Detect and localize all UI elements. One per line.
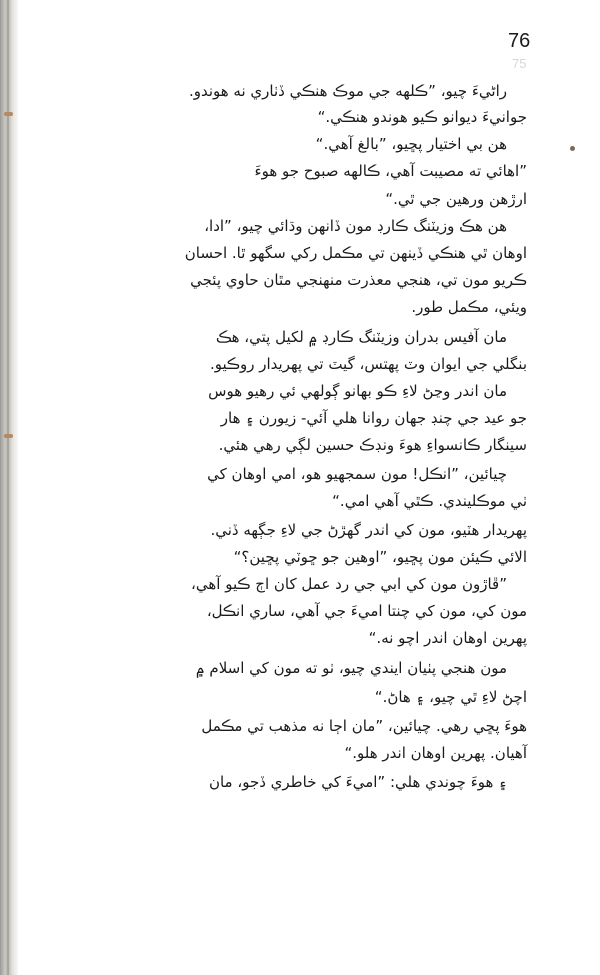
text-line: آهيان. پهرين اوهان اندر هلو.“ (344, 744, 527, 762)
book-spine-shadow (0, 0, 18, 975)
text-line: الائي ڪيئن مون پڇيو، ”اوهين جو ڇوٽي پڇين؟“ (233, 548, 527, 566)
text-line: پهرين اوهان اندر اچو نه.“ (368, 629, 527, 647)
text-line: سينگار ڪانسواءِ هوءَ ونڊڪ حسين لڳي رهي هئي. (218, 436, 527, 454)
text-line: راڻيءَ چيو، ”ڪلهه جي موڪ هنڪي ڏٺاري نه هوندو. (188, 82, 507, 100)
spine-edge-line (7, 0, 9, 975)
page-number: 76 (508, 30, 531, 52)
text-line: هوءَ پڇي رهي. چيائين، ”مان اڄا نه مذهب تي مڪمل (201, 717, 527, 735)
text-line: پهريدار هٽيو، مون کي اندر گهڙڻ جي لاءِ جڳهه ڏني. (210, 521, 527, 539)
text-line: ٺي موڪليندي. ڪٿي آهي امي.“ (332, 492, 527, 510)
text-line: جوانيءَ ديوانو ڪيو هوندو هنڪي.“ (317, 108, 527, 126)
text-line: مان اندر وڃڻ لاءِ ڪو بهانو ڳولهي ئي رهيو هوس (208, 382, 507, 400)
text-line: هن هڪ وزيٽنگ ڪارڊ مون ڏانهن وڌائي چيو، ”ادا، (204, 217, 507, 235)
text-line: هن بي اختيار پڇيو، ”بالغ آهي.“ (315, 135, 507, 153)
text-line: ويئي، مڪمل طور. (411, 298, 527, 316)
text-line: چيائين، ”انڪل! مون سمجهيو هو، امي اوهان کي (207, 465, 507, 483)
text-line: بنگلي جي ايوان وٽ پهتس، گيٽ تي پهريدار روڪيو. (209, 355, 527, 373)
text-line: ”ڦاڙون مون کي ابي جي رد عمل کان اڄ ڪيو آهي، (191, 575, 507, 593)
spine-binding-mark (4, 434, 13, 438)
text-line: اچڻ لاءِ ٿي چيو، ۽ هاڻ.“ (374, 688, 527, 706)
text-line: اوهان ٿي هنڪي ڏينهن تي مڪمل رکي سگهو ٿا. احسان (184, 244, 527, 262)
text-line: ڪريو مون تي، هنجي معذرت منهنجي مٿان حاوي پئجي (190, 271, 527, 289)
spine-binding-mark (4, 112, 13, 116)
text-line: مون هنجي پٺيان ايندي چيو، ٺو ته مون کي اسلام ۾ (195, 659, 507, 677)
scan-speck (570, 146, 575, 151)
text-line: ”اهائي ته مصيبت آهي، ڪالهه صبوح جو هوءَ (254, 162, 527, 180)
text-line: مون کي، مون کي چنتا اميءَ جي آهي، ساري انڪل، (206, 602, 527, 620)
text-line: ارڙهن ورهين جي ٿي.“ (385, 190, 527, 208)
text-line: جو عيد جي چنڊ جهان روانا هلي آئي- زيورن ۽ هار (220, 409, 527, 427)
text-line: مان آفيس بدران وزيٽنگ ڪارڊ ۾ لکيل پتي، هڪ (215, 328, 507, 346)
bleed-through-page-number: 75 (512, 56, 527, 71)
text-line: ۽ هوءَ چوندي هلي: ”اميءَ کي خاطري ڏجو، مان (208, 773, 507, 791)
